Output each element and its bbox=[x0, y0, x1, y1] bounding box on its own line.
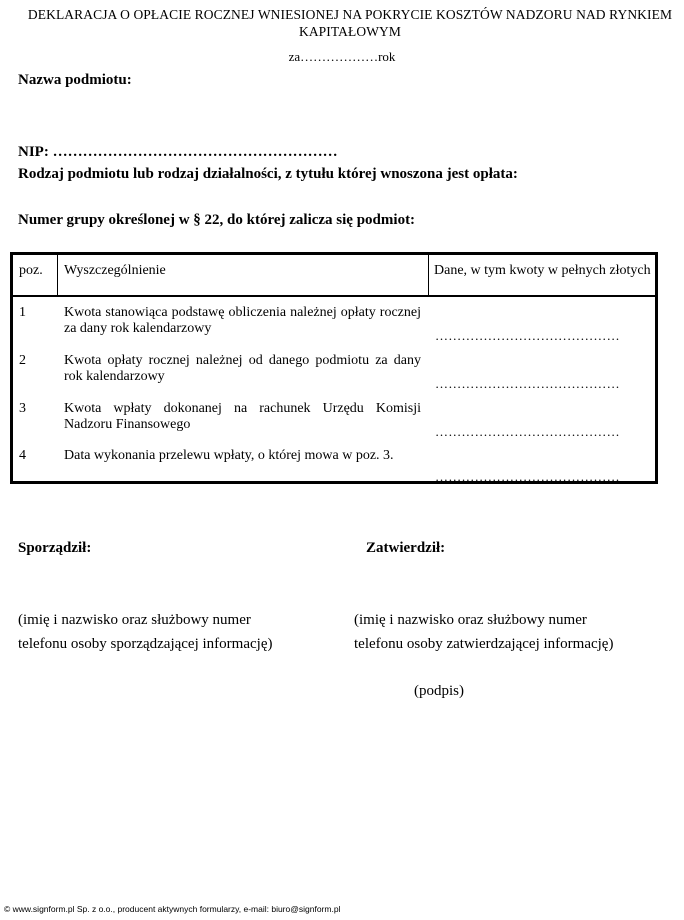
row-4-description: Data wykonania przelewu wpłaty, o której mowa w poz. 3. bbox=[64, 448, 394, 463]
row-3-no: 3 bbox=[19, 401, 26, 416]
row-3-value-field[interactable]: …………………………………… bbox=[435, 424, 620, 439]
header-poz: poz. bbox=[19, 263, 43, 278]
prepared-note-line-2: telefonu osoby sporządzającej informację) bbox=[18, 636, 273, 652]
entity-type-label: Rodzaj podmiotu lub rodzaj działalności, z tytułu której wnoszona jest opłata: bbox=[18, 166, 518, 182]
signature-note: (podpis) bbox=[414, 683, 464, 699]
row-1-no: 1 bbox=[19, 305, 26, 320]
nip-field[interactable]: NIP: ………………………………………………… bbox=[18, 144, 338, 160]
header-value: Dane, w tym kwoty w pełnych złotych bbox=[434, 263, 651, 278]
approved-by-label: Zatwierdził: bbox=[366, 540, 446, 556]
row-4-value-field[interactable]: …………………………………… bbox=[435, 469, 620, 484]
prepared-note-line-1: (imię i nazwisko oraz służbowy numer bbox=[18, 612, 251, 628]
period-field[interactable]: za………………rok bbox=[288, 49, 396, 64]
group-number-label: Numer grupy określonej w § 22, do której zalicza się podmiot: bbox=[18, 212, 416, 228]
table-header bbox=[13, 255, 655, 297]
document-title: DEKLARACJA O OPŁACIE ROCZNEJ WNIESIONEJ NA POKRYCIE KOSZTÓW NADZORU NAD RYNKIEM KAPITAŁOWYM bbox=[27, 7, 673, 39]
row-2-value-field[interactable]: …………………………………… bbox=[435, 376, 620, 391]
row-4-no: 4 bbox=[19, 448, 26, 463]
prepared-by-label: Sporządził: bbox=[18, 540, 92, 556]
declaration-table bbox=[10, 252, 658, 484]
row-1-value-field[interactable]: …………………………………… bbox=[435, 328, 620, 343]
approved-by-note bbox=[354, 608, 613, 656]
footer-copyright: © www.signform.pl Sp. z o.o., producent aktywnych formularzy, e-mail: biuro@signform.pl bbox=[4, 904, 341, 914]
row-1-description: Kwota stanowiąca podstawę obliczenia należnej opłaty rocznej za dany rok kalendarzowy bbox=[64, 305, 421, 336]
row-2-description: Kwota opłaty rocznej należnej od danego podmiotu za dany rok kalendarzowy bbox=[64, 353, 421, 384]
row-2-no: 2 bbox=[19, 353, 26, 368]
approved-note-line-2: telefonu osoby zatwierdzającej informację) bbox=[354, 636, 614, 652]
row-3-description: Kwota wpłaty dokonanej na rachunek Urzędu Komisji Nadzoru Finansowego bbox=[64, 401, 421, 432]
approved-note-line-1: (imię i nazwisko oraz służbowy numer bbox=[354, 612, 587, 628]
prepared-by-note bbox=[18, 608, 272, 656]
entity-name-label: Nazwa podmiotu: bbox=[18, 72, 132, 88]
header-description: Wyszczególnienie bbox=[64, 263, 166, 278]
